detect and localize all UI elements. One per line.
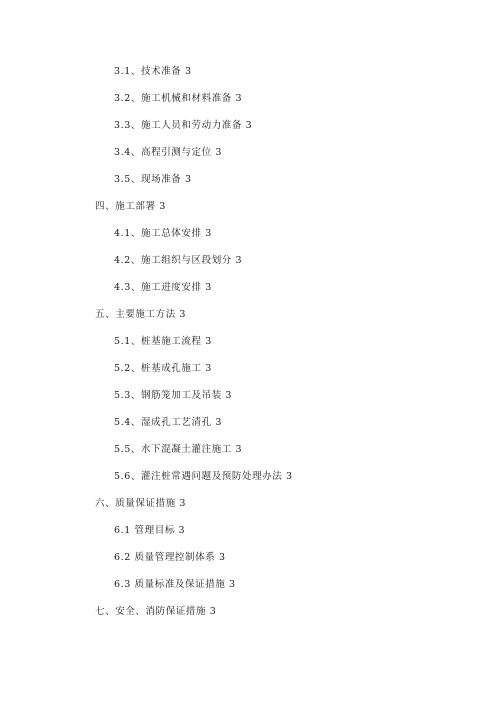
toc-entry-3-4[interactable]: 3.4、高程引测与定位 3: [114, 147, 222, 158]
toc-entry-section-7[interactable]: 七、安全、消防保证措施 3: [95, 606, 217, 617]
toc-entry-6-1[interactable]: 6.1 管理目标 3: [114, 525, 186, 536]
toc-entry-6-3[interactable]: 6.3 质量标准及保证措施 3: [114, 579, 236, 590]
toc-entry-6-2[interactable]: 6.2 质量管理控制体系 3: [114, 552, 226, 563]
toc-entry-4-2[interactable]: 4.2、施工组织与区段划分 3: [114, 255, 243, 266]
toc-entry-section-5[interactable]: 五、主要施工方法 3: [95, 309, 187, 320]
toc-entry-5-2[interactable]: 5.2、桩基成孔施工 3: [114, 363, 212, 374]
toc-entry-3-1[interactable]: 3.1、技术准备 3: [114, 66, 192, 77]
toc-entry-3-3[interactable]: 3.3、施工人员和劳动力准备 3: [114, 120, 253, 131]
toc-entry-section-4[interactable]: 四、施工部署 3: [95, 201, 166, 212]
toc-entry-5-4[interactable]: 5.4、湿成孔工艺清孔 3: [114, 417, 222, 428]
toc-entry-3-5[interactable]: 3.5、现场准备 3: [114, 174, 192, 185]
toc-entry-4-1[interactable]: 4.1、施工总体安排 3: [114, 228, 212, 239]
toc-entry-3-2[interactable]: 3.2、施工机械和材料准备 3: [114, 93, 243, 104]
toc-entry-5-6[interactable]: 5.6、灌注桩常遇问题及预防处理办法 3: [114, 471, 293, 482]
toc-entry-section-6[interactable]: 六、质量保证措施 3: [95, 498, 187, 509]
toc-entry-5-5[interactable]: 5.5、水下混凝土灌注施工 3: [114, 444, 243, 455]
toc-entry-4-3[interactable]: 4.3、施工进度安排 3: [114, 282, 212, 293]
toc-entry-5-3[interactable]: 5.3、钢筋笼加工及吊装 3: [114, 390, 233, 401]
toc-entry-5-1[interactable]: 5.1、桩基施工流程 3: [114, 336, 212, 347]
